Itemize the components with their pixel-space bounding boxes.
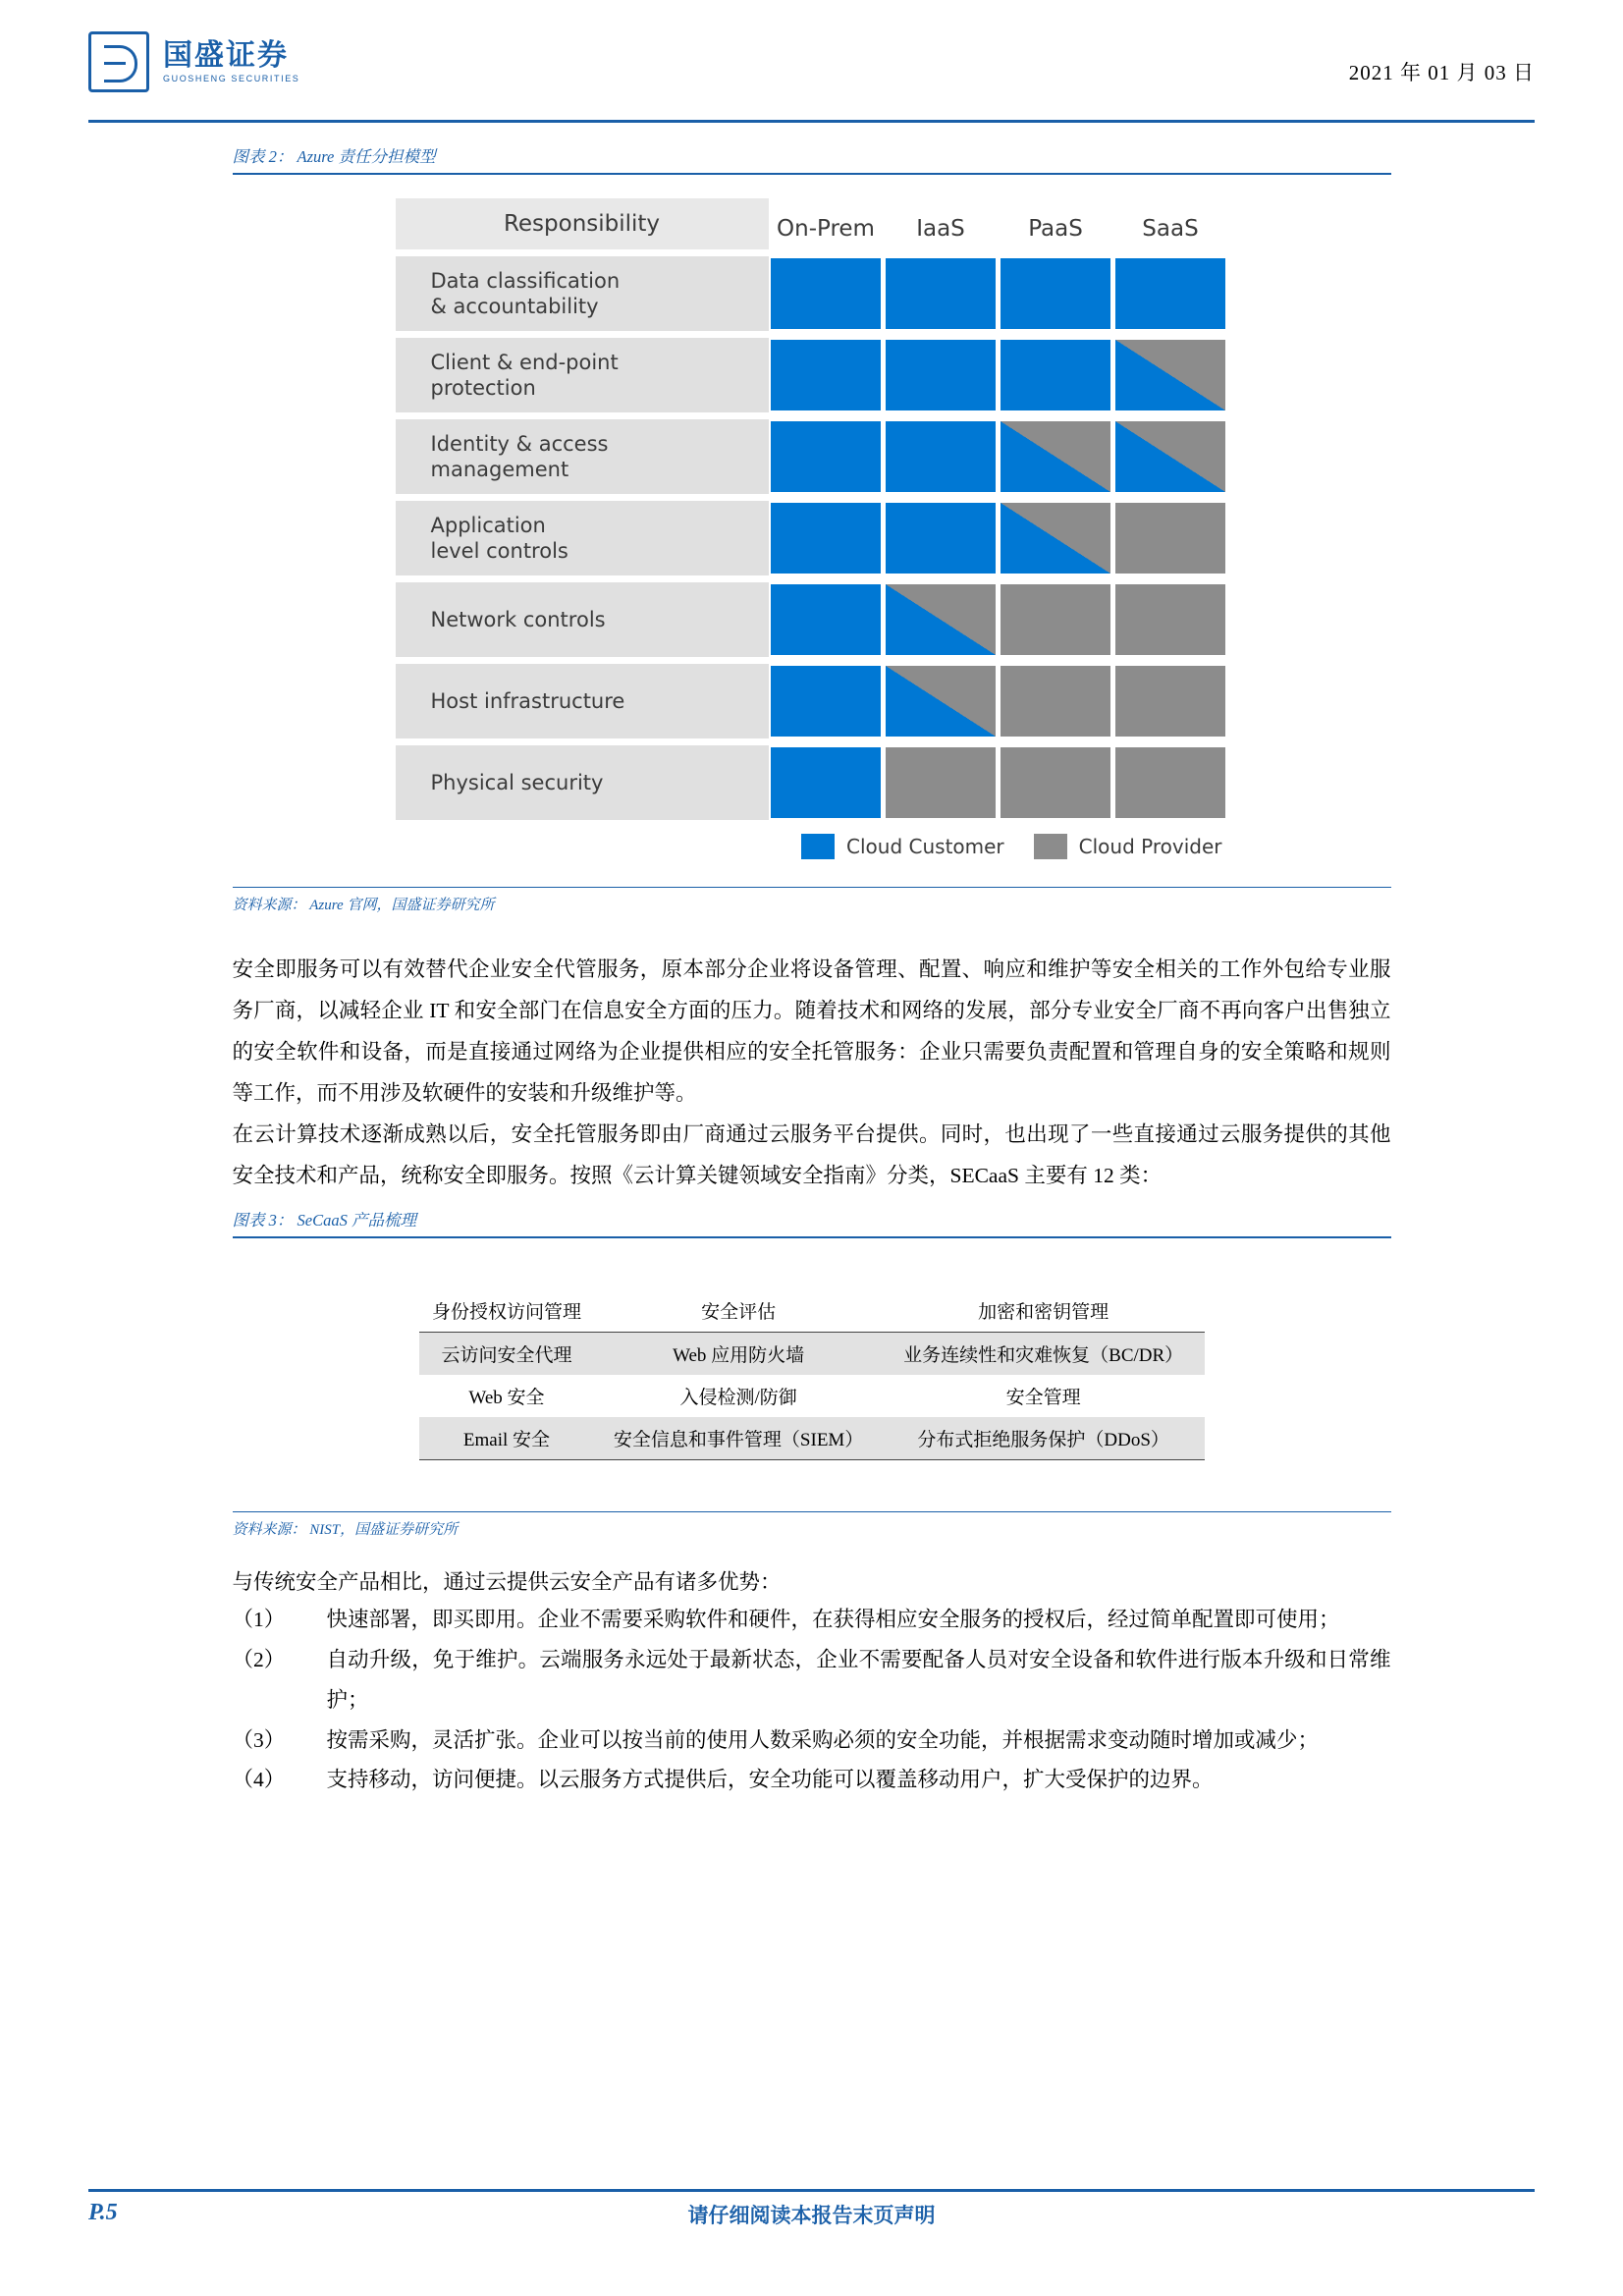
matrix-cell <box>886 747 996 818</box>
secaas-table <box>419 1289 1205 1460</box>
matrix-cell <box>1001 421 1110 492</box>
matrix-cell <box>771 584 881 655</box>
logo-chinese-name: 国盛证券 <box>163 37 289 73</box>
matrix-cell-wrap <box>769 338 884 412</box>
matrix-cell-wrap <box>1113 501 1228 575</box>
matrix-row <box>396 745 1228 820</box>
matrix-legend <box>396 834 1228 859</box>
matrix-cell-wrap <box>999 664 1113 738</box>
matrix-cell <box>886 258 996 329</box>
list-item-number: （4） <box>232 1768 286 1792</box>
logo-mark-icon <box>88 31 149 92</box>
matrix-header-responsibility: Responsibility <box>396 198 769 249</box>
matrix-cell <box>771 666 881 737</box>
matrix-cell-wrap <box>999 582 1113 657</box>
matrix-cell <box>1115 421 1225 492</box>
figure-2-block <box>233 143 1391 914</box>
secaas-header-row <box>419 1289 1205 1333</box>
matrix-cell-wrap <box>1113 419 1228 494</box>
matrix-cell-wrap <box>1113 582 1228 657</box>
matrix-cell-wrap <box>1113 745 1228 820</box>
matrix-cell-wrap <box>884 501 999 575</box>
list-item-text: 自动升级，免于维护。云端服务永远处于最新状态，企业不需要配备人员对安全设备和软件进行版本升级和日常维护； <box>326 1647 1391 1712</box>
matrix-header-row <box>396 198 1228 249</box>
matrix-cell <box>886 584 996 655</box>
legend-item-cloud-customer <box>801 834 1004 859</box>
matrix-row-label: Host infrastructure <box>396 664 769 738</box>
figure-2-caption-rule <box>233 173 1391 175</box>
legend-item-cloud-provider <box>1034 834 1222 859</box>
matrix-cell <box>886 666 996 737</box>
matrix-row <box>396 501 1228 575</box>
secaas-cell: Web 应用防火墙 <box>594 1332 882 1375</box>
footer-disclaimer: 请仔细阅读本报告末页声明 <box>687 2204 936 2227</box>
matrix-cell <box>886 421 996 492</box>
matrix-row-label: Application level controls <box>396 501 769 575</box>
list-item-number: （2） <box>232 1647 286 1671</box>
secaas-cell: Email 安全 <box>419 1417 595 1460</box>
matrix-row <box>396 338 1228 412</box>
body-paragraph-1: 安全即服务可以有效替代企业安全代管服务，原本部分企业将设备管理、配置、响应和维护等安全相关的工作外包给专业服务厂商，以减轻企业 IT 和安全部门在信息安全方面的压力。随着技术和网络的发展，部分专业安全厂商不再向客户出售独立的安全软件和设备，而是直接通过网络为企业提供相应的安全托管服务：企业只需要负责配置和管理自身的安全策略和规则等工作，而不用涉及软硬件的安装和升级维护等。 <box>232 957 1391 1105</box>
matrix-cell-wrap <box>884 419 999 494</box>
table-row <box>419 1417 1205 1460</box>
legend-swatch-provider-icon <box>1034 834 1067 859</box>
logo-text <box>163 37 300 84</box>
figure-3-block <box>233 1207 1391 1539</box>
matrix-cell-wrap <box>769 419 884 494</box>
matrix-cell-wrap <box>999 745 1113 820</box>
page-header <box>0 0 1623 118</box>
figure-3-caption-rule <box>233 1236 1391 1238</box>
secaas-cell: 分布式拒绝服务保护（DDoS） <box>883 1417 1205 1460</box>
matrix-cell <box>1001 666 1110 737</box>
body-paragraph-2: 在云计算技术逐渐成熟以后，安全托管服务即由厂商通过云服务平台提供。同时，也出现了一些直接通过云服务提供的其他安全技术和产品，统称安全即服务。按照《云计算关键领域安全指南》分类，SECaaS 主要有 12 类： <box>232 1121 1391 1187</box>
secaas-cell: Web 安全 <box>419 1375 595 1417</box>
matrix-cell <box>1115 340 1225 410</box>
list-item-number: （3） <box>232 1727 286 1752</box>
figure-2-caption: 图表 2： Azure 责任分担模型 <box>232 147 436 166</box>
matrix-column-saas: SaaS <box>1142 216 1199 242</box>
table-row <box>419 1332 1205 1375</box>
matrix-cell <box>886 340 996 410</box>
page-number: P.5 <box>88 2200 118 2225</box>
matrix-cell <box>771 503 881 574</box>
matrix-cell-wrap <box>999 419 1113 494</box>
matrix-cell <box>771 421 881 492</box>
matrix-cell-wrap <box>884 582 999 657</box>
table-row <box>419 1375 1205 1417</box>
matrix-cell-wrap <box>884 256 999 331</box>
list-item-text: 快速部署，即买即用。企业不需要采购软件和硬件，在获得相应安全服务的授权后，经过简单配置即可使用； <box>326 1608 1340 1632</box>
matrix-cell <box>1115 747 1225 818</box>
matrix-row <box>396 664 1228 738</box>
matrix-cell <box>1001 747 1110 818</box>
report-date: 2021 年 01 月 03 日 <box>1348 61 1535 84</box>
company-logo <box>88 31 299 92</box>
list-item <box>233 1600 1391 1640</box>
matrix-row-label: Physical security <box>396 745 769 820</box>
matrix-cell <box>886 503 996 574</box>
matrix-cell-wrap <box>884 745 999 820</box>
matrix-cell-wrap <box>999 338 1113 412</box>
list-item-text: 支持移动，访问便捷。以云服务方式提供后，安全功能可以覆盖移动用户，扩大受保护的边界。 <box>326 1768 1214 1792</box>
list-item <box>233 1721 1391 1761</box>
matrix-cell <box>1001 258 1110 329</box>
footer-inner <box>88 2192 1535 2239</box>
secaas-header-cell: 加密和密钥管理 <box>883 1289 1205 1333</box>
matrix-cell <box>1115 666 1225 737</box>
figure-2-source: 资料来源： Azure 官网，国盛证券研究所 <box>232 898 495 913</box>
matrix-column-iaas: IaaS <box>916 216 965 242</box>
azure-responsibility-matrix <box>380 189 1244 873</box>
list-item-number: （1） <box>232 1608 286 1632</box>
matrix-cell <box>771 747 881 818</box>
matrix-cell-wrap <box>769 256 884 331</box>
matrix-cell <box>771 258 881 329</box>
secaas-table-wrap <box>419 1289 1205 1460</box>
matrix-cell-wrap <box>1113 338 1228 412</box>
legend-label-provider: Cloud Provider <box>1078 835 1222 858</box>
list-item-text: 按需采购，灵活扩张。企业可以按当前的使用人数采购必须的安全功能，并根据需求变动随时增加或减少； <box>326 1727 1320 1752</box>
matrix-cell <box>1115 584 1225 655</box>
matrix-row-label: Network controls <box>396 582 769 657</box>
page-content <box>233 118 1391 1800</box>
figure-3-caption: 图表 3： SeCaaS 产品梳理 <box>232 1210 416 1230</box>
matrix-row <box>396 256 1228 331</box>
secaas-cell: 业务连续性和灾难恢复（BC/DR） <box>883 1332 1205 1375</box>
matrix-cell-wrap <box>884 664 999 738</box>
page-footer <box>88 2189 1535 2239</box>
matrix-row-label: Data classification & accountability <box>396 256 769 331</box>
secaas-cell: 入侵检测/防御 <box>594 1375 882 1417</box>
list-item <box>233 1640 1391 1721</box>
advantages-intro: 与传统安全产品相比，通过云提供云安全产品有诸多优势： <box>232 1569 782 1594</box>
matrix-cell <box>771 340 881 410</box>
secaas-cell: 云访问安全代理 <box>419 1332 595 1375</box>
figure-3-source: 资料来源： NIST，国盛证券研究所 <box>232 1521 459 1538</box>
matrix-cell-wrap <box>769 501 884 575</box>
legend-swatch-customer-icon <box>801 834 835 859</box>
matrix-cell-wrap <box>884 338 999 412</box>
matrix-column-on-prem: On-Prem <box>777 216 875 242</box>
matrix-cell-wrap <box>769 745 884 820</box>
matrix-cell-wrap <box>999 501 1113 575</box>
list-item <box>233 1760 1391 1800</box>
secaas-header-cell: 身份授权访问管理 <box>419 1289 595 1333</box>
logo-english-name: GUOSHENG SECURITIES <box>163 74 300 84</box>
secaas-cell: 安全信息和事件管理（SIEM） <box>594 1417 882 1460</box>
matrix-cell <box>1001 503 1110 574</box>
matrix-cell-wrap <box>1113 664 1228 738</box>
matrix-row <box>396 419 1228 494</box>
legend-label-customer: Cloud Customer <box>846 835 1004 858</box>
matrix-cell <box>1115 258 1225 329</box>
matrix-cell <box>1001 584 1110 655</box>
matrix-cell-wrap <box>999 256 1113 331</box>
matrix-cell-wrap <box>769 582 884 657</box>
matrix-row <box>396 582 1228 657</box>
secaas-cell: 安全管理 <box>883 1375 1205 1417</box>
matrix-cell-wrap <box>1113 256 1228 331</box>
matrix-cell <box>1115 503 1225 574</box>
matrix-row-label: Client & end-point protection <box>396 338 769 412</box>
matrix-row-label: Identity & access management <box>396 419 769 494</box>
matrix-column-paas: PaaS <box>1028 216 1083 242</box>
matrix-cell <box>1001 340 1110 410</box>
secaas-header-cell: 安全评估 <box>594 1289 882 1333</box>
matrix-cell-wrap <box>769 664 884 738</box>
